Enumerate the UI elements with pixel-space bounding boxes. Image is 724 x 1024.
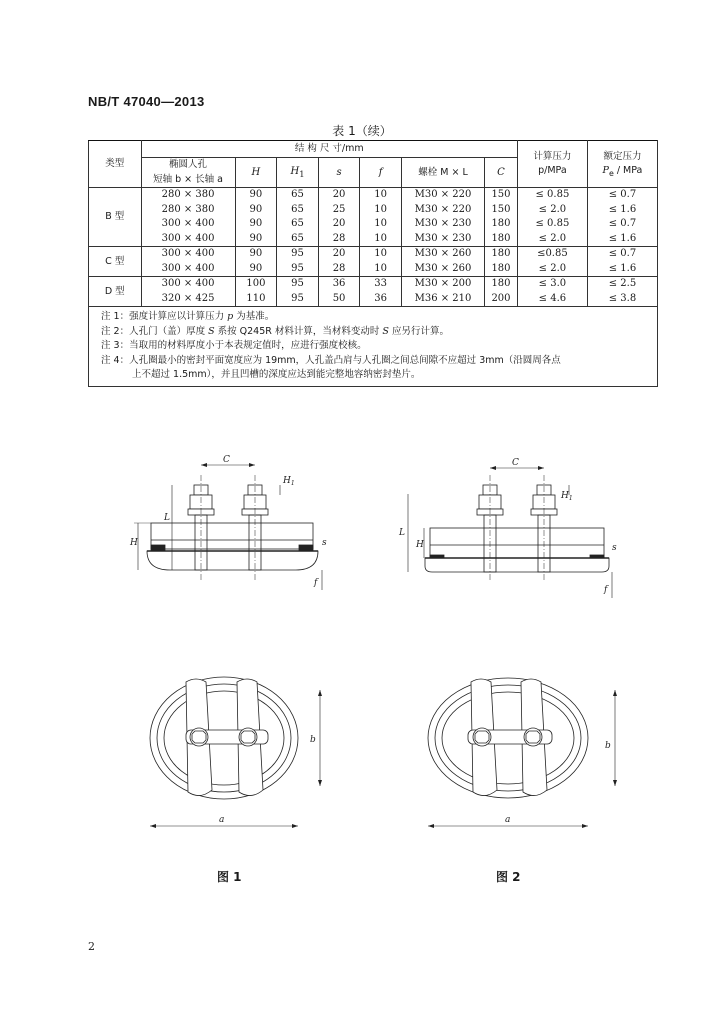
fig1-label-h1: $H_1$ [283,476,295,487]
type-cell: B 型 [89,188,142,247]
type-cell: C 型 [89,247,142,277]
fig2-label-f: f [604,585,608,595]
fig2-label-c: C [512,458,519,468]
page-number: 2 [88,940,95,953]
header-calc-pressure-line1: 计算压力 [533,150,572,162]
fig1-label-f: f [314,578,318,588]
C-cell: 180 180 [485,247,518,277]
manhole-cell: 300 × 400 320 × 425 [141,277,235,307]
header-calc-pressure-line2: p/MPa [538,165,567,176]
type-cell: D 型 [89,277,142,307]
fig2-label-l: L [399,528,405,538]
H1-cell: 95 95 [277,247,319,277]
s-cell: 20 28 [318,247,360,277]
fig1-plan-view [150,677,322,828]
fig1-label-s: s [322,538,327,548]
note-3: 注 3：当取用的材料厚度小于本表规定值时，应进行强度校核。 [101,340,367,351]
header-bolt: 螺栓 M × L [401,158,484,188]
pe-cell: ≤ 0.7 ≤ 1.6 [587,247,657,277]
pe-cell: ≤ 2.5 ≤ 3.8 [587,277,657,307]
header-structure-dims: 结 构 尺 寸/mm [141,141,517,158]
fig1-label-b: b [310,735,316,745]
pe-cell: ≤ 0.7 ≤ 1.6 ≤ 0.7 ≤ 1.6 [587,188,657,247]
note-4-cont: 上不超过 1.5mm），并且凹槽的深度应达到能完整地容纳密封垫片。 [132,369,421,380]
f-cell: 10 10 10 10 [360,188,402,247]
note-4: 注 4：人孔圈最小的密封平面宽度应为 19mm，人孔盖凸肩与人孔圈之间总间隙不应超过 3mm（沿圆周各点 [101,354,561,366]
s-cell: 20 25 20 28 [318,188,360,247]
H1-cell: 95 95 [277,277,319,307]
fig2-label-a: a [505,815,511,825]
fig1-label-c: C [223,455,230,465]
p-cell: ≤ 0.85 ≤ 2.0 ≤ 0.85 ≤ 2.0 [517,188,587,247]
H-cell: 100 110 [235,277,277,307]
p-cell: ≤0.85 ≤ 2.0 [517,247,587,277]
header-C: C [485,158,518,188]
header-H1: $H_1$ [277,158,319,188]
rated-pressure-unit: / MPa [613,165,643,176]
f-cell: 33 36 [360,277,402,307]
C-cell: 180 200 [485,277,518,307]
header-s: s [318,158,360,188]
p-cell: ≤ 3.0 ≤ 4.6 [517,277,587,307]
bolt-cell: M30 × 200 M36 × 210 [401,277,484,307]
fig2-label-h1: $H_1$ [561,491,573,502]
bolt-cell: M30 × 260 M30 × 260 [401,247,484,277]
header-manhole-line1: 椭圆人孔 [169,159,208,170]
fig1-section-view [129,455,327,590]
rated-pressure-symbol: P [602,165,609,176]
note-1: 注 1：强度计算应以计算压力 p 为基准。 [101,311,275,322]
f-cell: 10 10 [360,247,402,277]
fig2-label-h: H [416,540,424,550]
table-title: 表 1（续） [332,124,392,138]
fig1-caption: 图 1 [217,870,242,884]
fig2-plan-view [428,678,617,828]
fig1-label-a: a [219,815,225,825]
bolt-cell: M30 × 220 M30 × 220 M30 × 230 M30 × 230 [401,188,484,247]
header-f: f [360,158,402,188]
fig2-label-s: s [612,543,617,553]
H1-cell: 65 65 65 65 [277,188,319,247]
fig2-caption: 图 2 [496,870,521,884]
manhole-cell: 300 × 400 300 × 400 [141,247,235,277]
rated-pressure-sub: e [608,168,614,178]
H-cell: 90 90 [235,247,277,277]
fig1-label-l: L [164,513,170,523]
s-cell: 36 50 [318,277,360,307]
header-manhole-line2: 短轴 b × 长轴 a [153,173,224,185]
H-cell: 90 90 90 90 [235,188,277,247]
header-rated-pressure-line1: 额定压力 [603,150,642,162]
manhole-cell: 280 × 380 280 × 380 300 × 400 300 × 400 [141,188,235,247]
fig2-section-view [398,458,617,598]
header-type: 类型 [89,141,142,188]
fig1-label-h: H [130,538,138,548]
header-H: H [235,158,277,188]
C-cell: 150 150 180 180 [485,188,518,247]
standard-code: NB/T 47040—2013 [88,94,205,109]
fig2-label-b: b [605,741,611,751]
note-2: 注 2：人孔门（盖）厚度 S 系按 Q245R 材料计算，当材料变动时 S 应另行计算。 [101,325,449,337]
